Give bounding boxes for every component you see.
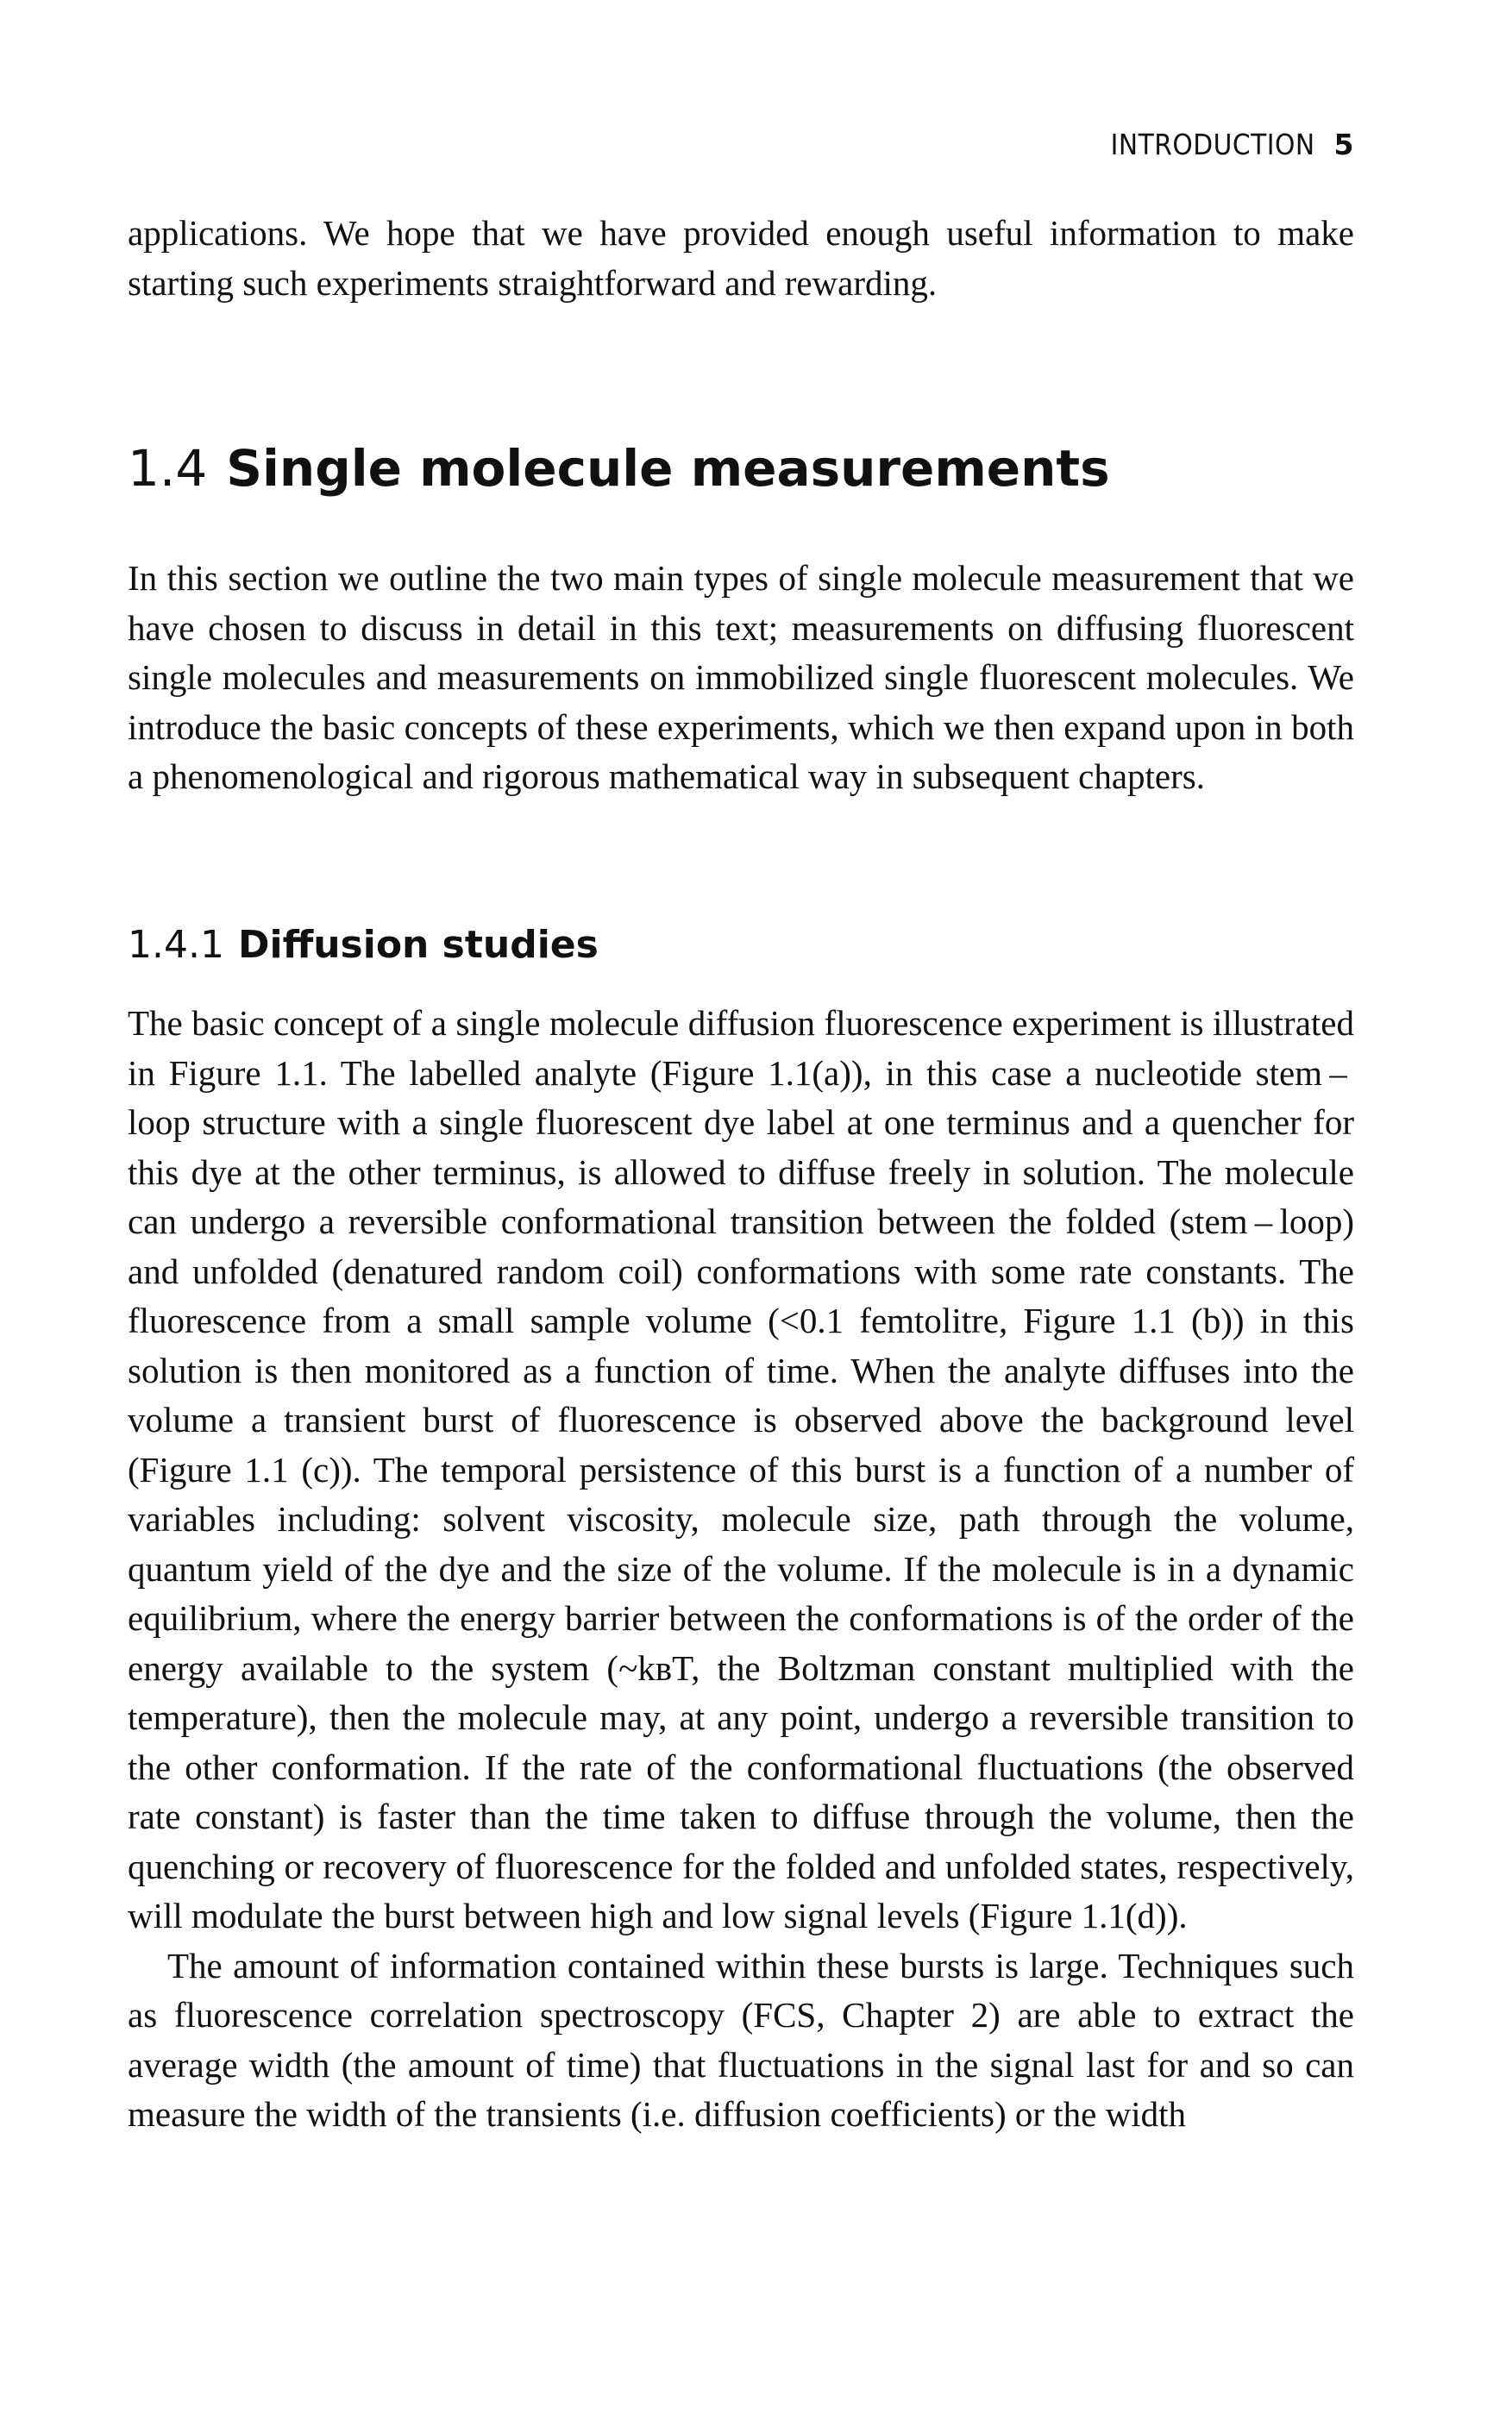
subsection-number: 1.4.1 <box>128 923 224 967</box>
subsection-body <box>128 999 1354 2140</box>
intro-paragraph-block <box>128 209 1354 308</box>
section-number: 1.4 <box>128 439 208 498</box>
section-heading <box>128 438 1110 499</box>
section-title: Single molecule measurements <box>226 439 1110 498</box>
section-paragraph-block <box>128 554 1354 802</box>
running-head-title: INTRODUCTION <box>1110 128 1315 161</box>
intro-paragraph: applications. We hope that we have provided enough useful information to make starting such experiments straightforward and rewarding. <box>128 213 1354 303</box>
body-paragraph: The amount of information contained within these bursts is large. Techniques such as fluorescence correlation spectroscopy (FCS, Chapter 2) are able to extract the average width (the amount of time) that fluctuations in the signal last for and so can measure the width of the transients (i.e. diffusion coefficients) or the width <box>128 1945 1354 2134</box>
subsection-heading <box>128 921 599 969</box>
body-paragraph: The basic concept of a single molecule diffusion fluorescence experiment is illustrated in Figure 1.1. The labelled analyte (Figure 1.1(a)), in this case a nucleotide stem – loop structure with a single fluorescent dye label at one terminus and a quencher for this dye at the other terminus, is allowed to diffuse freely in solution. The molecule can undergo a reversible conformational transition between the folded (stem – loop) and unfolded (denatured random coil) conformations with some rate constants. The fluorescence from a small sample volume (<0.1 femtolitre, Figure 1.1 (b)) in this solution is then monitored as a function of time. When the analyte diffuses into the volume a transient burst of fluorescence is observed above the background level (Figure 1.1 (c)). The temporal persistence of this burst is a function of a number of variables including: solvent viscosity, molecule size, path through the volume, quantum yield of the dye and the size of the volume. If the molecule is in a dynamic equilibrium, where the energy barrier between the conformations is of the order of the energy available to the system (~kʙT, the Boltzman constant multiplied with the temperature), then the molecule may, at any point, undergo a reversible transition to the other conformation. If the rate of the conformational fluctuations (the observed rate constant) is faster than the time taken to diffuse through the volume, then the quenching or recovery of fluorescence for the folded and unfolded states, respectively, will modulate the burst between high and low signal levels (Figure 1.1(d)). <box>128 1003 1354 1935</box>
subsection-title: Diffusion studies <box>237 923 599 967</box>
section-paragraph: In this section we outline the two main types of single molecule measurement that we have chosen to discuss in detail in this text; measurements on diffusing fluorescent single molecules and measurements on immobilized single fluorescent molecules. We introduce the basic concepts of these experiments, which we then expand upon in both a phenomenological and rigorous mathematical way in subsequent chapters. <box>128 558 1354 796</box>
page-number: 5 <box>1333 128 1354 161</box>
running-head <box>1111 128 1354 161</box>
